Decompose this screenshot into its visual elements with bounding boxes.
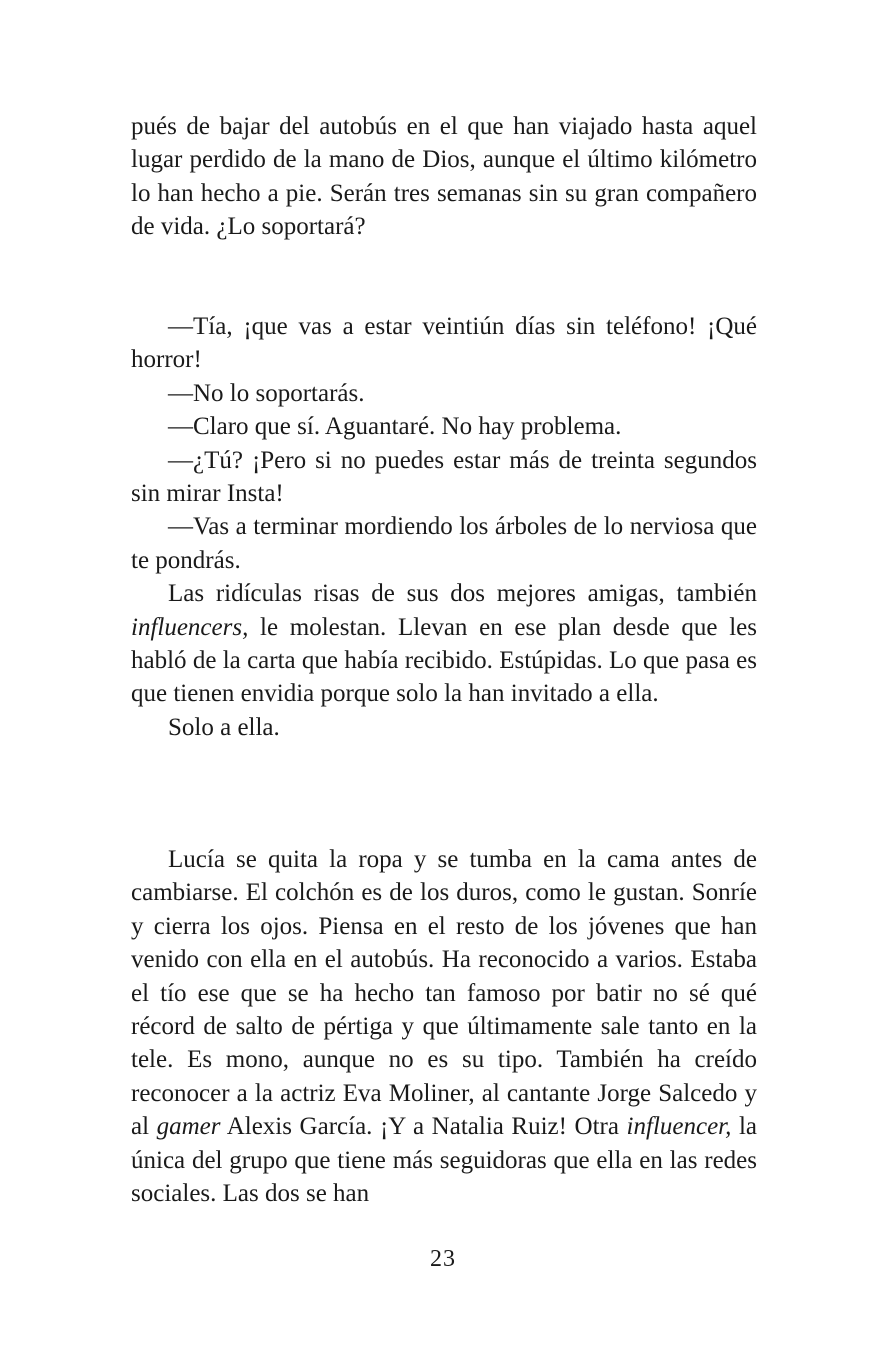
text-section-2 — [131, 310, 757, 744]
italic-word-gamer: gamer — [156, 1113, 221, 1141]
dialogue-line-2: —No lo soportarás. — [168, 379, 365, 407]
paragraph-lucia-part-a: Lucía se quita la ropa y se tumba en la cama antes de cambiarse. El colchón es de los duros, como le gustan. Sonríe y cierra los ojos. Piensa en el resto de los jóvenes que han venido con ella en el autobús. Ha reconocido a varios. Estaba el tío ese que se ha hecho tan famoso por batir no sé qué récord de salto de pértiga y que últimamente sale tanto en la tele. Es mono, aunque no es su tipo. También ha creído reconocer a la actriz Eva Moliner, al cantante Jorge Salcedo y al — [131, 846, 757, 1141]
text-section-1 — [131, 110, 757, 244]
dialogue-line-4: —¿Tú? ¡Pero si no puedes estar más de treinta segundos sin mirar Insta! — [131, 446, 757, 508]
dialogue-line-1: —Tía, ¡que vas a estar veintiún días sin teléfono! ¡Qué horror! — [131, 313, 757, 374]
paragraph-continuation: pués de bajar del autobús en el que han viajado hasta aquel lugar perdido de la mano de Dios, aunque el último kilómetro lo han hecho a pie. Serán tres semanas sin su gran compañero de vida. ¿Lo soportará? — [131, 113, 757, 241]
paragraph-laughter-start: Las ridículas risas de sus dos mejores amigas, también — [168, 580, 757, 608]
paragraph-laughter — [131, 577, 757, 711]
dialogue-line-5: —Vas a terminar mordiendo los árboles de lo nerviosa que te pondrás. — [131, 513, 757, 574]
paragraph-lucia-part-c: la única del grupo que tiene más seguidoras que ella en las redes sociales. Las dos se han — [131, 1113, 758, 1208]
page-number: 23 — [430, 1246, 456, 1272]
paragraph-lucia — [131, 843, 757, 1210]
italic-word-influencer: influencer, — [626, 1113, 732, 1141]
paragraph-laughter-end: le molestan. Llevan en ese plan desde que les habló de la carta que había recibido. Estúpidas. Lo que pasa es que tienen envidia porque solo la han invitado a ella. — [131, 613, 757, 708]
dialogue-line-3: —Claro que sí. Aguantaré. No hay problema. — [168, 413, 622, 441]
paragraph-lucia-part-b: Alexis García. ¡Y a Natalia Ruiz! Otra — [220, 1113, 627, 1141]
text-section-3 — [131, 843, 757, 1210]
paragraph-solo-a-ella: Solo a ella. — [168, 713, 280, 741]
italic-word-influencers: influencers, — [131, 613, 249, 641]
